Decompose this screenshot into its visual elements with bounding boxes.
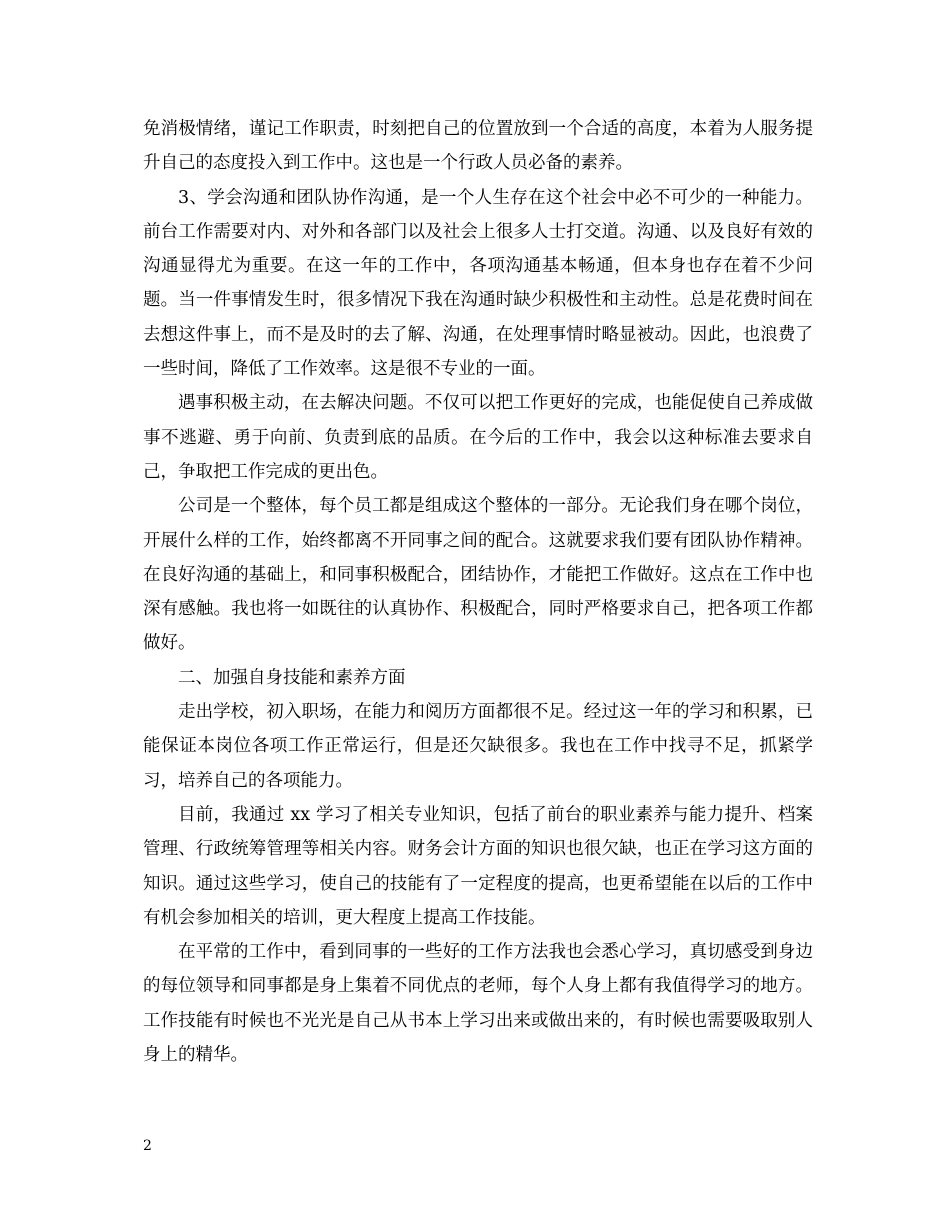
document-body [143,112,813,1072]
paragraph-learn-from-colleagues: 在平常的工作中，看到同事的一些好的工作方法我也会悉心学习，真切感受到身边的每位领导和同事都是身上集着不同优点的老师，每个人身上都有我值得学习的地方。工作技能有时候也不光光是自己从书本上学习出来或做出来的，有时候也需要吸取别人身上的精华。 [143,942,813,1066]
paragraph-study: 目前，我通过 xx 学习了相关专业知识，包括了前台的职业素养与能力提升、档案管理、行政统筹管理等相关内容。财务会计方面的知识也很欠缺，也正在学习这方面的知识。通过这些学习，使自己的技能有了一定程度的提高，也更希望能在以后的工作中有机会参加相关的培训，更大程度上提高工作技能。 [143,804,813,928]
section-heading-skills: 二、加强自身技能和素养方面 [178,667,406,688]
paragraph-teamwork: 公司是一个整体，每个员工都是组成这个整体的一部分。无论我们身在哪个岗位，开展什么样的工作，始终都离不开同事之间的配合。这就要求我们要有团队协作精神。在良好沟通的基础上，和同事积极配合，团结协作，才能把工作做好。这点在工作中也深有感触。我也将一如既往的认真协作、积极配合，同时严格要求自己，把各项工作都做好。 [143,496,813,654]
paragraph-continuation: 免消极情绪，谨记工作职责，时刻把自己的位置放到一个合适的高度，本着为人服务提升自己的态度投入到工作中。这也是一个行政人员必备的素养。 [143,119,813,174]
paragraph-communication: 3、学会沟通和团队协作沟通，是一个人生存在这个社会中必不可少的一种能力。前台工作需要对内、对外和各部门以及社会上很多人士打交道。沟通、以及良好有效的沟通显得尤为重要。在这一年的工作中，各项沟通基本畅通，但本身也存在着不少问题。当一件事情发生时，很多情况下我在沟通时缺少积极性和主动性。总是花费时间在去想这件事上，而不是及时的去了解、沟通，在处理事情时略显被动。因此，也浪费了一些时间，降低了工作效率。这是很不专业的一面。 [143,187,813,380]
paragraph-career-start: 走出学校，初入职场，在能力和阅历方面都很不足。经过这一年的学习和积累，已能保证本岗位各项工作正常运行，但是还欠缺很多。我也在工作中找寻不足，抓紧学习，培养自己的各项能力。 [143,702,813,791]
page-number: 2 [143,1138,152,1154]
paragraph-proactive: 遇事积极主动，在去解决问题。不仅可以把工作更好的完成，也能促使自己养成做事不逃避、勇于向前、负责到底的品质。在今后的工作中，我会以这种标准去要求自己，争取把工作完成的更出色。 [143,393,813,482]
